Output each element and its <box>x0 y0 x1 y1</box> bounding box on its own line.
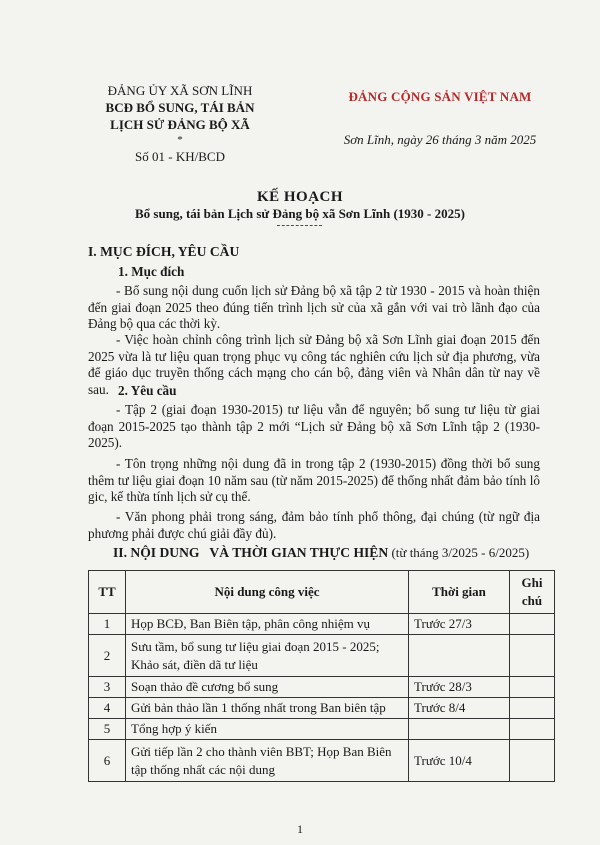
page-number: 1 <box>297 822 303 836</box>
table-row <box>89 635 555 677</box>
row-content: Sưu tầm, bổ sung tư liệu giai đoạn 2015 - 2025; Khảo sát, điền dã tư liệu <box>126 635 409 677</box>
title-separator: ---------- <box>276 219 324 231</box>
row-tt: 5 <box>89 719 126 740</box>
row-note <box>510 740 555 782</box>
org-line-1: ĐẢNG ỦY XÃ SƠN LĨNH <box>107 83 253 98</box>
org-star: * <box>177 134 183 146</box>
party-heading: ĐẢNG CỘNG SẢN VIỆT NAM <box>348 89 532 104</box>
table-row <box>89 740 555 782</box>
header-note: Ghi chú <box>510 571 555 614</box>
row-note <box>510 677 555 698</box>
date-line: Sơn Lĩnh, ngày 26 tháng 3 năm 2025 <box>343 132 537 147</box>
row-content: Tổng hợp ý kiến <box>126 719 409 740</box>
header-content: Nội dung công việc <box>126 571 409 614</box>
row-content: Họp BCĐ, Ban Biên tập, phân công nhiệm vụ <box>126 614 409 635</box>
table-row <box>89 614 555 635</box>
header-time: Thời gian <box>409 571 510 614</box>
row-tt: 1 <box>89 614 126 635</box>
row-time: Trước 8/4 <box>409 698 510 719</box>
section-1-2-heading: 2. Yêu cầu <box>118 383 177 398</box>
paragraph-purpose-2: - Việc hoàn chỉnh công trình lịch sử Đảng bộ xã Sơn Lĩnh giai đoạn 2015 đến 2025 vừa là tư liệu quan trọng phục vụ công tác nghiên cứu lịch sử địa phương, vừa để giáo dục truyền thống cách mạng cho cán bộ, đảng viên và Nhân dân từ nay về sau. <box>88 332 540 397</box>
paragraph-requirement-1: - Tập 2 (giai đoạn 1930-2015) tư liệu vẫn để nguyên; bổ sung tư liệu từ giai đoạn 2015-2025 tạo thành tập 2 mới “Lịch sử Đảng bộ xã Sơn Lĩnh tập 2 (1930-2025). <box>88 402 540 450</box>
org-line-3: LỊCH SỬ ĐẢNG BỘ XÃ <box>110 117 250 132</box>
row-content: Soạn thảo đề cương bổ sung <box>126 677 409 698</box>
row-time <box>409 635 510 677</box>
org-line-2: BCĐ BỔ SUNG, TÁI BẢN <box>105 100 255 115</box>
document-title: KẾ HOẠCH <box>256 189 344 205</box>
row-time: Trước 27/3 <box>409 614 510 635</box>
header-tt: TT <box>89 571 126 614</box>
row-note <box>510 719 555 740</box>
row-content: Gửi bản thảo lần 1 thống nhất trong Ban biên tập <box>126 698 409 719</box>
section-2-heading <box>113 545 529 561</box>
section-1-1-heading: 1. Mục đích <box>118 264 185 279</box>
row-time: Trước 10/4 <box>409 740 510 782</box>
table-row <box>89 677 555 698</box>
row-tt: 3 <box>89 677 126 698</box>
paragraph-requirement-3: - Văn phong phải trong sáng, đảm bảo tính phổ thông, đại chúng (từ ngữ địa phương phải được chú giải đầy đủ). <box>88 509 540 541</box>
table-row <box>89 719 555 740</box>
row-time <box>409 719 510 740</box>
row-note <box>510 698 555 719</box>
row-content: Gửi tiếp lần 2 cho thành viên BBT; Họp Ban Biên tập thống nhất các nội dung <box>126 740 409 782</box>
row-note <box>510 635 555 677</box>
row-time: Trước 28/3 <box>409 677 510 698</box>
paragraph-purpose-1: - Bổ sung nội dung cuốn lịch sử Đảng bộ xã tập 2 từ 1930 - 2015 và hoàn thiện đến giai đoạn 2025 theo đúng tiến trình lịch sử của xã gắn với vai trò lãnh đạo của Đảng bộ qua các thời kỳ. <box>88 283 540 331</box>
document-subtitle: Bổ sung, tái bản Lịch sử Đảng bộ xã Sơn Lĩnh (1930 - 2025) <box>135 206 465 221</box>
row-tt: 2 <box>89 635 126 677</box>
table-row <box>89 698 555 719</box>
row-note <box>510 614 555 635</box>
section-2-period: (từ tháng 3/2025 - 6/2025) <box>388 545 530 560</box>
row-tt: 4 <box>89 698 126 719</box>
row-tt: 6 <box>89 740 126 782</box>
document-number: Số 01 - KH/BCD <box>135 149 225 164</box>
task-table <box>88 570 555 782</box>
section-2-title: II. NỘI DUNG VÀ THỜI GIAN THỰC HIỆN <box>113 545 389 560</box>
paragraph-requirement-2: - Tôn trọng những nội dung đã in trong tập 2 (1930-2015) đồng thời bổ sung thêm tư liệu giai đoạn 10 năm sau (từ năm 2015-2025) để thống nhất đảm bảo tính lô gic, kế thừa tính lịch sử cụ thể. <box>88 456 540 504</box>
table-header-row <box>89 571 555 614</box>
section-1-heading: I. MỤC ĐÍCH, YÊU CẦU <box>88 244 240 259</box>
